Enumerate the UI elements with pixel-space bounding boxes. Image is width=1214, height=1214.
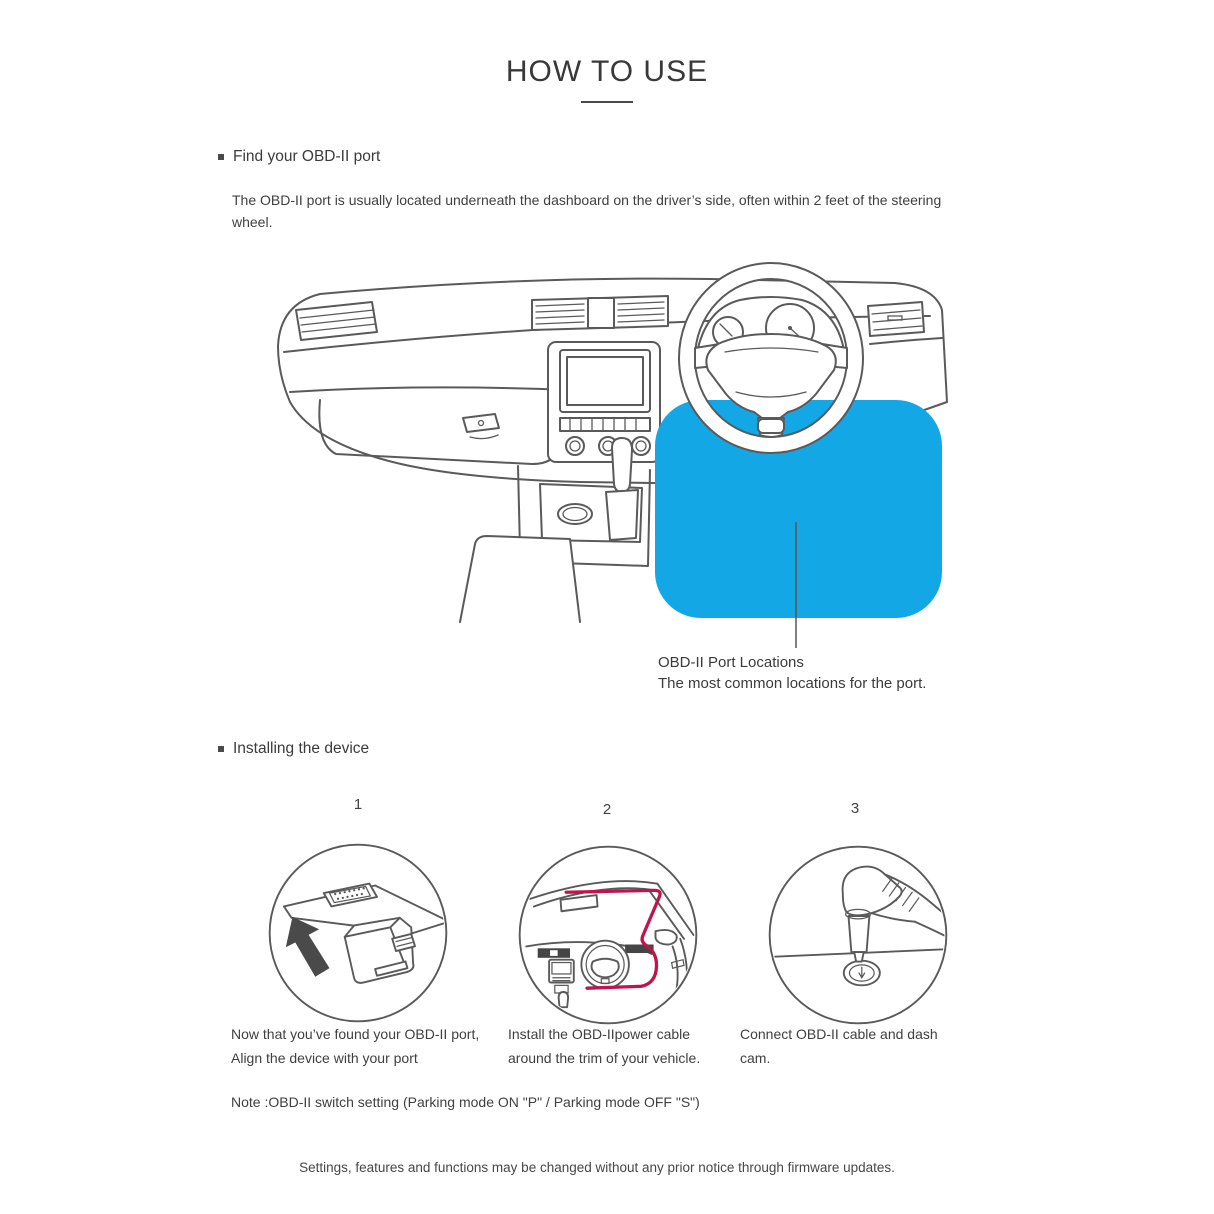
section-heading-label: Find your OBD-II port (233, 148, 381, 165)
diagram-label (658, 652, 926, 694)
power-socket (844, 961, 880, 986)
find-port-description: The OBD-II port is usually located underneath the dashboard on the driver’s side, often within 2 feet of the steering wheel. (232, 192, 942, 230)
center-stack (548, 342, 660, 462)
diagram-label-title: OBD-II Port Locations (658, 654, 804, 671)
step-number-2: 2 (602, 801, 612, 818)
align-device-to-port-illustration (263, 838, 453, 1028)
section-heading-label: Installing the device (233, 740, 370, 757)
driver-seat (460, 536, 580, 622)
step-number-1: 1 (353, 796, 363, 813)
step-number-3: 3 (850, 800, 860, 817)
obd-device (345, 918, 415, 983)
square-bullet-icon (218, 746, 224, 752)
right-angle-plug (843, 867, 950, 962)
gear-shifter (612, 438, 632, 492)
step-caption-3: Connect OBD-II cable and dash cam. (740, 1026, 938, 1066)
page-title: HOW TO USE (505, 55, 709, 88)
square-bullet-icon (218, 154, 224, 160)
footer-disclaimer: Settings, features and functions may be changed without any prior notice through firmware updates. (299, 1160, 895, 1175)
connect-plug-illustration (763, 840, 953, 1030)
upward-arrow-icon (286, 917, 330, 977)
section-heading-install (218, 740, 369, 758)
car-dashboard-illustration (270, 252, 950, 672)
right-air-vent-icon (868, 302, 924, 336)
step-caption-1: Now that you’ve found your OBD-II port, Align the device with your port (231, 1026, 480, 1066)
section-heading-find-port (218, 148, 380, 166)
step-caption-2: Install the OBD-IIpower cable around the trim of your vehicle. (508, 1026, 701, 1066)
mini-center-stack (549, 960, 574, 1008)
parking-mode-note: Note :OBD-II switch setting (Parking mode ON "P" / Parking mode OFF "S") (231, 1094, 700, 1110)
center-air-vent-icon (532, 296, 668, 330)
mini-steering-wheel (581, 941, 629, 989)
route-power-cable-illustration (513, 840, 703, 1030)
title-divider (581, 101, 633, 103)
diagram-label-sub: The most common locations for the port. (658, 675, 927, 692)
